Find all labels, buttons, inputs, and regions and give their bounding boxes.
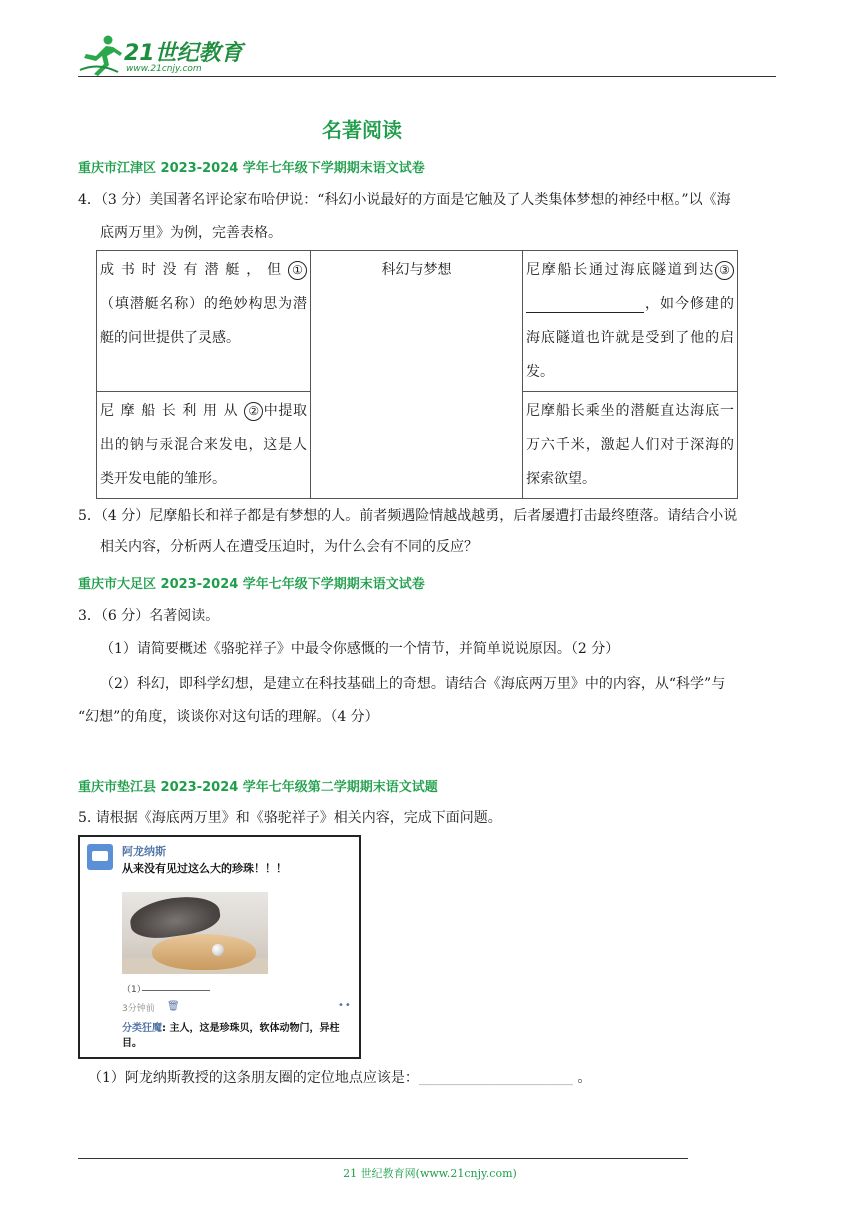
r2c1-text-b: 中提取出的钠与汞混合来发电，这是人类开发电能的雏形。 (100, 403, 308, 487)
q5b-text: 5. 请根据《海底两万里》和《骆驼祥子》相关内容，完成下面问题。 (78, 810, 502, 826)
table-cell-r1c1 (97, 251, 311, 392)
q5b-sub1-prefix: （1）阿龙纳斯教授的这条朋友圈的定位地点应该是： (88, 1070, 419, 1086)
table-cell-r2c1 (97, 392, 311, 499)
pearl-photo (122, 892, 268, 974)
runner-logo-icon (78, 34, 124, 78)
q5-text-line2: 相关内容，分析两人在遭受压迫时，为什么会有不同的反应？ (100, 539, 478, 555)
q5b-sub1-blank[interactable]: ______________________ (418, 1070, 573, 1086)
moment-time: 3分钟前 (122, 1004, 155, 1014)
q3-sub2-line1: （2）科幻，即科学幻想，是建立在科技基础上的奇想。请结合《海底两万里》中的内容，从“科学”与 (100, 676, 726, 692)
r1c3-text-b: ，如今修建的海底隧道也许就是受到了他的启发。 (526, 296, 734, 380)
center-label: 科幻与梦想 (381, 262, 452, 278)
photo-shell-bottom (152, 934, 256, 970)
q3-sub1: （1）请简要概述《骆驼祥子》中最令你感慨的一个情节，并简单说说原因。（2 分） (100, 641, 620, 657)
page-title: 名著阅读 (322, 118, 402, 142)
section3-source: 重庆市垫江县 2023-2024 学年七年级第二学期期末语文试题 (78, 780, 438, 795)
r2c3-text: 尼摩船长乘坐的潜艇直达海底一万六千米，激起人们对于深海的探索欲望。 (526, 403, 734, 487)
trash-icon[interactable]: 🗑 (167, 1001, 180, 1012)
moment-username: 阿龙纳斯 (122, 845, 166, 858)
q3-text: 3．（6 分）名著阅读。 (78, 608, 220, 624)
section2-source: 重庆市大足区 2023-2024 学年七年级下学期期末语文试卷 (78, 577, 425, 592)
logo-brand: 21世纪教育 (124, 41, 243, 66)
q5-text-line1: 5．（4 分）尼摩船长和祥子都是有梦想的人。前者频遇险情越战越勇，后者屡遭打击最终堕落。请结合小说 (78, 508, 738, 524)
moment-reply (122, 1021, 358, 1051)
q3-sub2-line2: “幻想”的角度，谈谈你对这句话的理解。（4 分） (78, 709, 379, 725)
q4-text-line1: 4．（3 分）美国著名评论家布哈伊说：“科幻小说最好的方面是它触及了人类集体梦想的神经中枢。”以《海 (78, 192, 731, 208)
answer-blank-3[interactable] (526, 296, 644, 313)
reply-name: 分类狂魔 (122, 1023, 162, 1034)
q5b-sub1-suffix: 。 (572, 1070, 592, 1086)
footer-text: 21 世纪教育网(www.21cnjy.com) (343, 1167, 517, 1180)
table-cell-r2c3 (523, 392, 738, 499)
photo-pearl (212, 944, 224, 956)
more-icon[interactable]: •• (338, 1000, 352, 1011)
r2c1-text-a: 尼摩船长利用从 (100, 403, 245, 419)
q4-text-line2: 底两万里》为例，完善表格。 (100, 225, 282, 241)
q5b-sub1 (88, 1063, 591, 1093)
footer-divider (78, 1158, 688, 1159)
moment-location-blank (142, 990, 210, 991)
header-divider (78, 76, 776, 77)
blank-marker-3: ③ (715, 261, 734, 280)
avatar (87, 844, 113, 870)
section1-source: 重庆市江津区 2023-2024 学年七年级下学期期末语文试卷 (78, 161, 425, 176)
logo-url: www.21cnjy.com (126, 64, 202, 74)
table-cell-r1c3 (523, 251, 738, 392)
blank-marker-1: ① (288, 261, 307, 280)
reply-text: : 主人，这是珍珠贝，软体动物门，异柱目。 (122, 1023, 340, 1049)
r1c3-text-a: 尼摩船长通过海底隧道到达 (526, 262, 715, 278)
moment-location-label: （1） (122, 985, 146, 995)
table-cell-center (311, 251, 523, 499)
blank-marker-2: ② (244, 402, 263, 421)
sci-fi-table (96, 250, 738, 499)
moments-screenshot (78, 835, 361, 1059)
logo (78, 34, 253, 78)
r1c1-text-b: （填潜艇名称）的绝妙构思为潜艇的问世提供了灵感。 (100, 296, 307, 346)
moment-post-text: 从来没有见过这么大的珍珠！！！ (122, 862, 287, 875)
r1c1-text-a: 成书时没有潜艇，但 (100, 262, 288, 278)
